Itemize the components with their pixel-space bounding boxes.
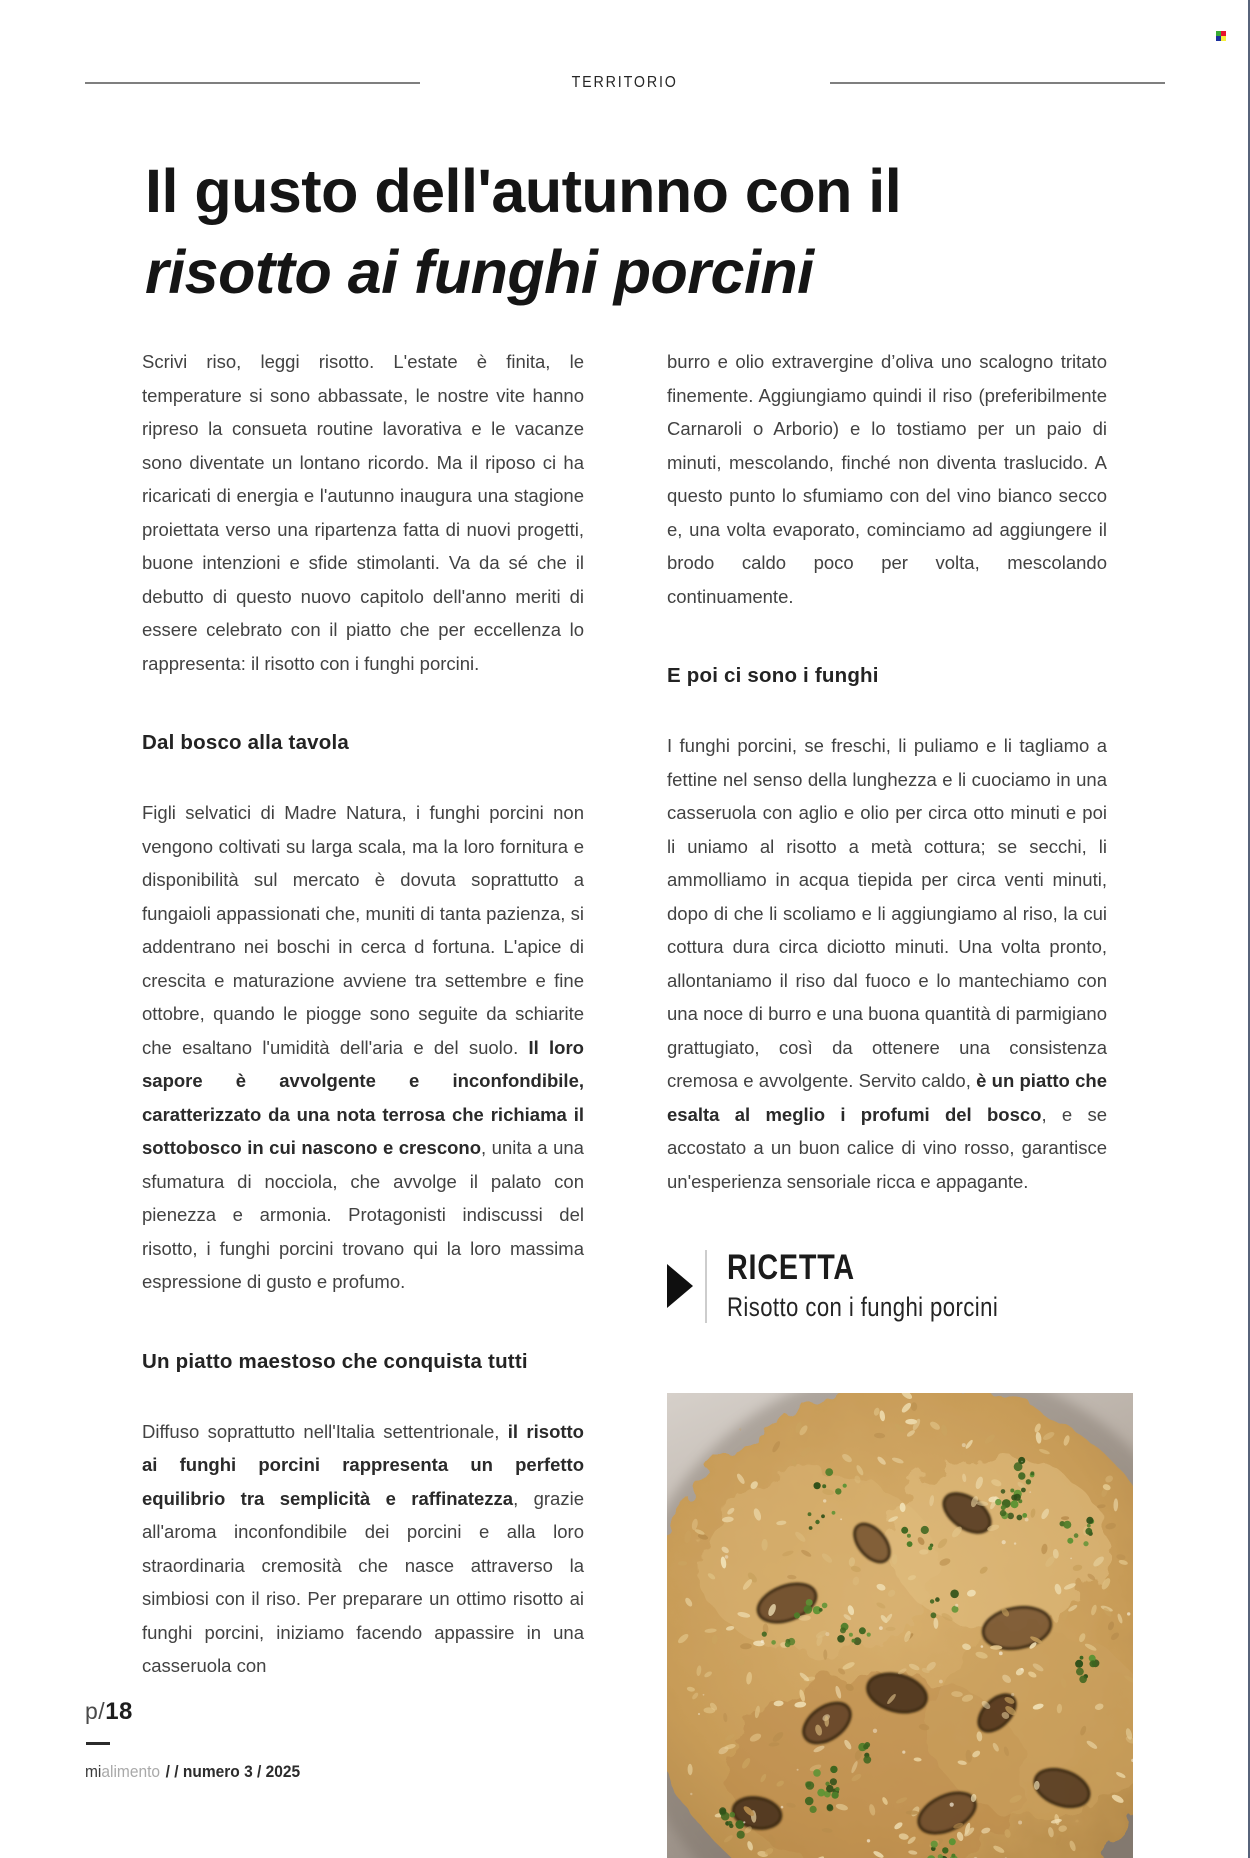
- registration-color-mark-icon: [1216, 31, 1226, 41]
- page-number-dash: [86, 1742, 110, 1745]
- page-number-value: 18: [105, 1698, 133, 1725]
- section-heading: Dal bosco alla tavola: [142, 731, 349, 754]
- body-paragraph: I funghi porcini, se freschi, li puliamo e li tagliamo a fettine nel senso della lunghezza e li cuociamo in una casseruola con aglio e olio per circa otto minuti e poi li uniamo al risotto a metà cottura; se secchi, li ammolliamo in acqua tiepida per circa venti minuti, dopo di che li scoliamo e li aggiungiamo al riso, la cui cottura dura circa diciotto minuti. Una volta pronto, allontaniamo il riso dal fuoco e lo mantechiamo con una noce di burro e una buona quantità di parmigiano grattugiato, così da ottenere una consistenza cremosa e avvolgente. Servito caldo, è un piatto che esalta al meglio i profumi del bosco, e se accostato a un buon calice di vino rosso, garantisce un'esperienza sensoriale ricca e appagante.: [667, 735, 1108, 1192]
- brand-name-light: alimento: [101, 1763, 161, 1781]
- header-rule-right: [830, 82, 1165, 84]
- body-paragraph: burro e olio extravergine d’oliva uno scalogno tritato finemente. Aggiungiamo quindi il riso (preferibilmente Carnaroli o Arborio) e lo tostiamo per un paio di minuti, mescolando, finché non diventa traslucido. A questo punto lo sfumiamo con del vino bianco secco e, una volta evaporato, cominciamo ad aggiungere il brodo caldo poco per volta, mescolando continuamente.: [667, 351, 1107, 607]
- header: [85, 74, 1165, 92]
- page-number: [85, 1698, 133, 1726]
- article-title: [145, 151, 1155, 313]
- body-paragraph: Scrivi riso, leggi risotto. L'estate è finita, le temperature si sono abbassate, le nostre vite hanno ripreso la consueta routine lavorativa e le vacanze sono diventate un lontano ricordo. Ma il riposo ci ha ricaricati di energia e l'autunno inaugura una stagione proiettata verso una ripartenza fatta di nuovi progetti, buone intenzioni e sfide stimolanti. Va da sé che il debutto di questo nuovo capitolo dell'anno meriti di essere celebrato con il piatto che per eccellenza lo rappresenta: il risotto con i funghi porcini.: [142, 351, 584, 674]
- right-column: [667, 345, 1107, 1226]
- article-title-line2: risotto ai funghi porcini: [145, 237, 814, 306]
- callout-text: [727, 1248, 1058, 1324]
- magazine-footer: [85, 1760, 300, 1784]
- mark-yellow: [1221, 36, 1226, 41]
- recipe-subtitle: Risotto con i funghi porcini: [727, 1292, 999, 1322]
- section-heading: Un piatto maestoso che conquista tutti: [142, 1349, 528, 1373]
- header-rule-left: [85, 82, 420, 84]
- right-triangle-icon: [667, 1264, 693, 1308]
- body-paragraph: Figli selvatici di Madre Natura, i funghi porcini non vengono coltivati su larga scala, ma la loro fornitura e disponibilità sul mercato è dovuta soprattutto a fungaioli appassionati che, muniti di tanta pazienza, si addentrano nei boschi in cerca d fortuna. L'apice di crescita e maturazione avviene tra settembre e fine ottobre, quando le piogge sono seguite da schiarite che esaltano l'umidità dell'aria e del suolo. Il loro sapore è avvolgente e inconfondibile, caratterizzato da una nota terrosa che richiama il sottobosco in cui nascono e crescono, unita a una sfumatura di nocciola, che avvolge il palato con pienezza e armonia. Protagonisti indiscussi del risotto, i funghi porcini trovano qui la loro massima espressione di gusto e profumo.: [142, 802, 584, 1292]
- callout-divider: [705, 1250, 707, 1323]
- section-kicker: TERRITORIO: [571, 74, 679, 91]
- risotto-photo-illustration: [667, 1393, 1133, 1858]
- page-number-prefix: p/: [85, 1698, 106, 1724]
- recipe-callout: [667, 1248, 1107, 1328]
- risotto-photo: [667, 1393, 1133, 1858]
- body-paragraph: Diffuso soprattutto nell'Italia settentrionale, il risotto ai funghi porcini rappresenta un perfetto equilibrio tra semplicità e raffinatezza, grazie all'aroma inconfondibile dei porcini e alla loro straordinaria cremosità che nasce attraverso la simbiosi con il riso. Per preparare un ottimo risotto ai funghi porcini, iniziamo facendo appassire in una casseruola con: [142, 1420, 584, 1676]
- left-column: [142, 345, 584, 1711]
- article-title-line1: Il gusto dell'autunno con il: [145, 156, 902, 225]
- recipe-label: RICETTA: [727, 1248, 855, 1287]
- brand-name-dark: mi: [85, 1763, 102, 1781]
- issue-info: / / numero 3 / 2025: [165, 1763, 301, 1781]
- section-heading: E poi ci sono i funghi: [667, 664, 879, 687]
